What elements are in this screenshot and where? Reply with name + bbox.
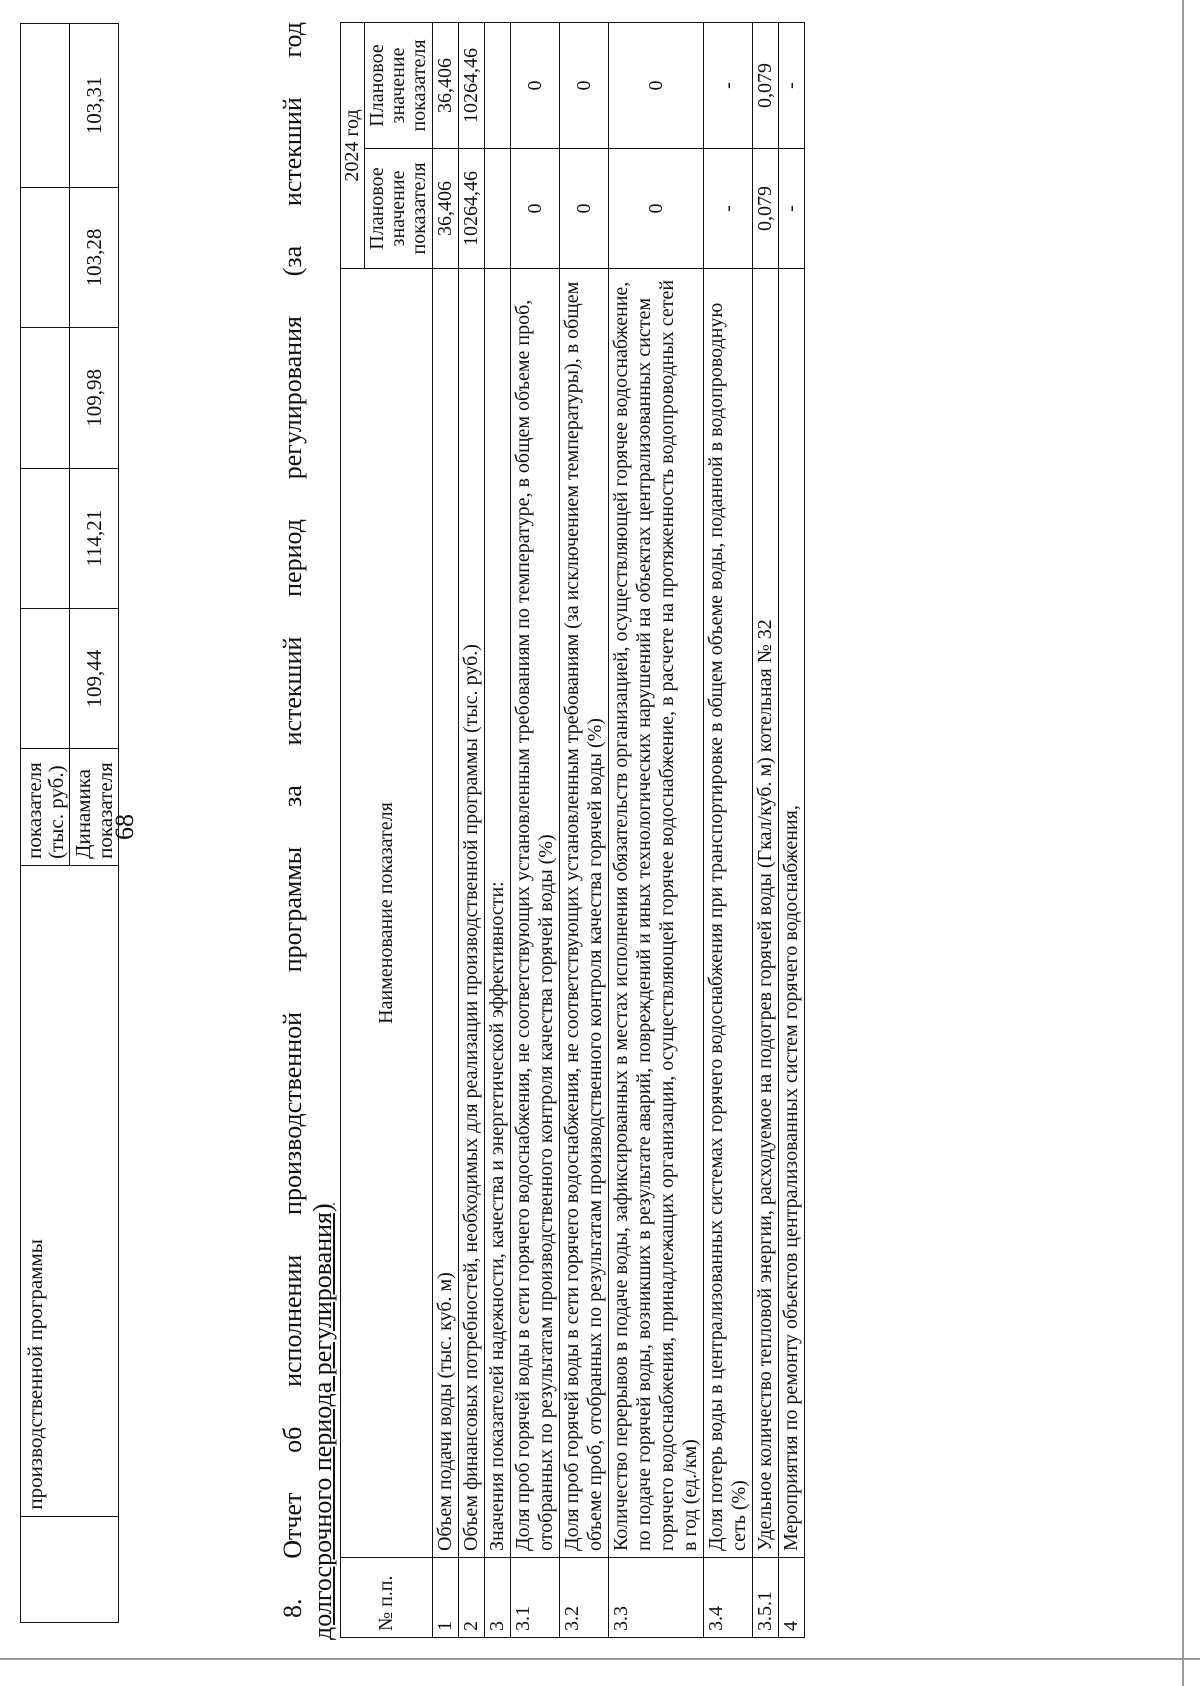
row-name: Доля проб горячей воды в сети горячего водоснабжения, не соответствующих установленным требованиям (за исключением температуры), в общем объеме проб, отобранных по результатам производственного контроля качества горячей воды (%)	[560, 268, 609, 1557]
row-value-2: 0	[609, 23, 704, 149]
dynamics-value: 103,28	[70, 187, 119, 327]
row-value-1: 0	[609, 149, 704, 269]
row-num: 3.2	[560, 1558, 609, 1638]
row-value-1: 0	[560, 149, 609, 269]
row-value-2: -	[779, 23, 805, 149]
page-edge-bottom	[0, 1658, 1200, 1660]
dynamics-value: 109,98	[70, 328, 119, 468]
row-num: 3.5.1	[753, 1558, 779, 1638]
row-value-2	[485, 23, 511, 149]
header-num: № п.п.	[341, 1558, 433, 1638]
table-row	[704, 23, 753, 1638]
section-title-line1: 8. Отчет об исполнении производственной программы за истекший период регулирования (за истекший год	[278, 22, 307, 1618]
row-name: Значения показателей надежности, качества и энергетической эффективности:	[485, 268, 511, 1557]
row-value-1: 10264,46	[459, 149, 485, 269]
table-row	[779, 23, 805, 1638]
top-table-left-text: производственной программы	[21, 865, 119, 1516]
page-edge-right	[1182, 0, 1184, 1686]
dynamics-value: 109,44	[70, 608, 119, 748]
row-num: 3.1	[511, 1558, 560, 1638]
table-row	[753, 23, 779, 1638]
row-num: 3.3	[609, 1558, 704, 1638]
row-name: Доля проб горячей воды в сети горячего водоснабжения, не соответствующих установленным требованиям по температуре, в общем объеме проб, отобранных по результатам производственного контроля качества горячей воды (%)	[511, 268, 560, 1557]
row-name: Доля потерь воды в централизованных системах горячего водоснабжения при транспортировке в общем объеме воды, поданной в водопроводную сеть (%)	[704, 268, 753, 1557]
row-num: 3.4	[704, 1558, 753, 1638]
table-row	[511, 23, 560, 1638]
row-value-1: 0	[511, 149, 560, 269]
table-row	[433, 23, 459, 1638]
header-planned-2: Плановое значение показателя	[365, 23, 433, 149]
row-num: 4	[779, 1558, 805, 1638]
dynamics-value: 114,21	[70, 468, 119, 608]
row-name: Количество перерывов в подаче воды, зафиксированных в местах исполнения обязательств организацией, осуществляющей горячее водоснабжение, по подаче горячей воды, возникших в результате аварий, повреждений и иных технологических нарушений на объектах централизованных систем горячего водоснабжения, принадлежащих организации, осуществляющей горячее водоснабжение, в расчете на протяженность водопроводных сетей в год (ед./км)	[609, 268, 704, 1557]
row-name: Объем подачи воды (тыс. куб. м)	[433, 268, 459, 1557]
row-value-1: -	[779, 149, 805, 269]
row-value-2: 10264,46	[459, 23, 485, 149]
row-value-1	[485, 149, 511, 269]
table-row	[560, 23, 609, 1638]
section-title	[278, 22, 338, 1640]
dynamics-value: 103,31	[70, 24, 119, 188]
section-title-line2: долгосрочного периода регулирования)	[308, 1203, 337, 1640]
header-planned-1: Плановое значение показателя	[365, 149, 433, 269]
top-table-unit-label: показателя (тыс. руб.)	[21, 749, 70, 866]
rotated-page-content	[20, 20, 1180, 1640]
row-value-1: 36,406	[433, 149, 459, 269]
table-row	[459, 23, 485, 1638]
row-num: 2	[459, 1558, 485, 1638]
row-num: 1	[433, 1558, 459, 1638]
table-row	[485, 23, 511, 1638]
header-name: Наименование показателя	[341, 268, 433, 1557]
row-name: Объем финансовых потребностей, необходимых для реализации производственной программы (тыс. руб.)	[459, 268, 485, 1557]
row-name: Удельное количество тепловой энергии, расходуемое на подогрев горячей воды (Гкал/куб. м) котельная № 32	[753, 268, 779, 1557]
page-number: 68	[110, 814, 139, 840]
top-table-dynamics-label: Динамика показателя	[70, 749, 119, 866]
row-value-2: 0,079	[753, 23, 779, 149]
row-name: Мероприятия по ремонту объектов централизованных систем горячего водоснабжения,	[779, 268, 805, 1557]
row-value-1: -	[704, 149, 753, 269]
row-value-2: 0	[511, 23, 560, 149]
top-table	[20, 23, 119, 1623]
report-table	[340, 22, 805, 1638]
row-value-2: 0	[560, 23, 609, 149]
row-value-1: 0,079	[753, 149, 779, 269]
top-table-blank-cell	[21, 1516, 119, 1622]
header-year: 2024 год	[341, 23, 365, 269]
row-value-2: 36,406	[433, 23, 459, 149]
table-row	[609, 23, 704, 1638]
row-value-2: -	[704, 23, 753, 149]
row-num: 3	[485, 1558, 511, 1638]
